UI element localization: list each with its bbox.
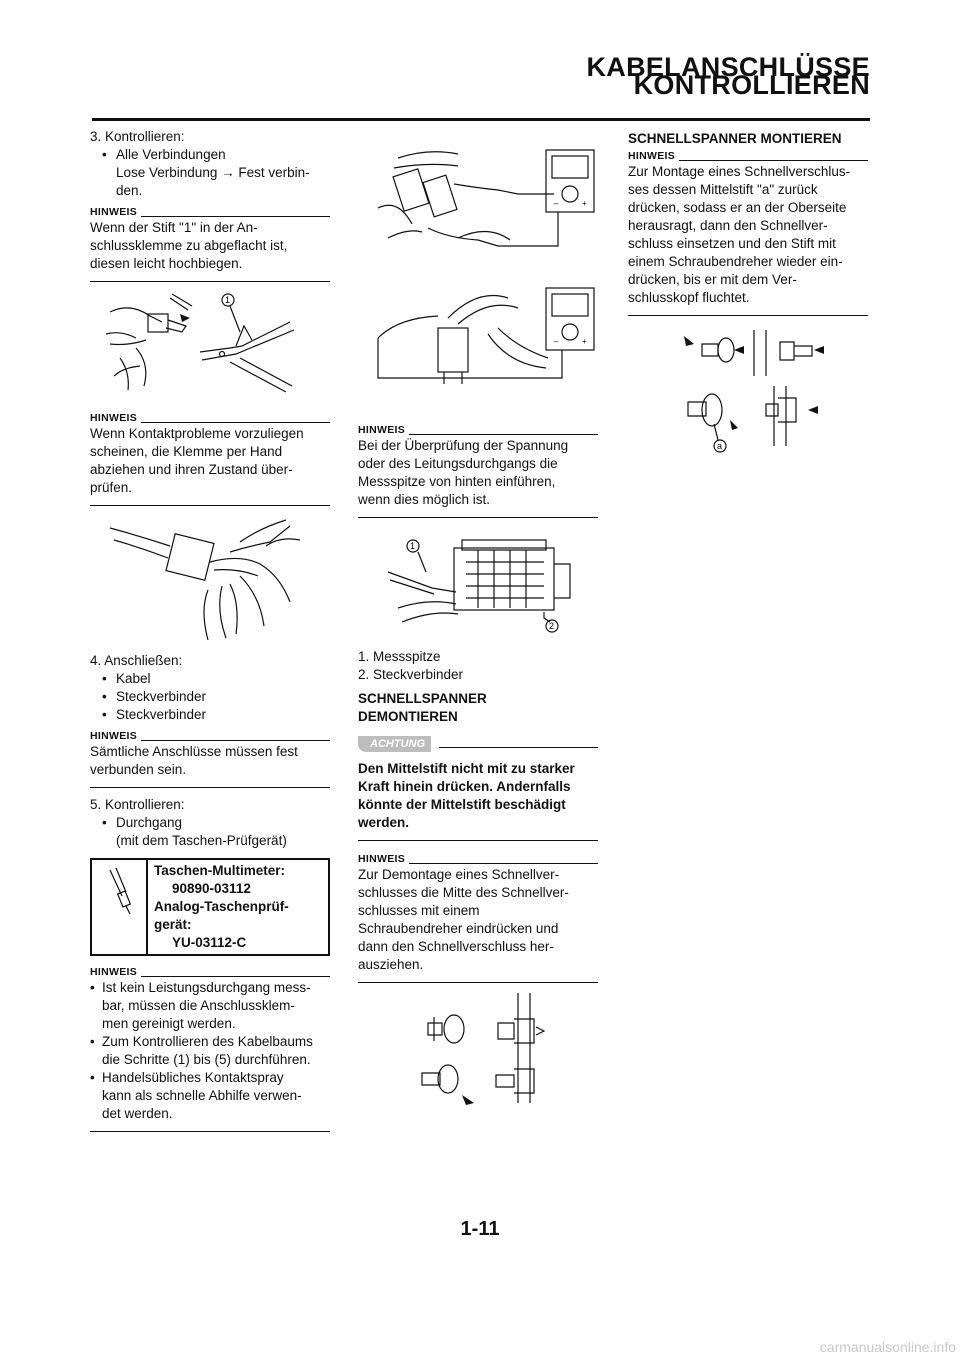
note-label: HINWEIS bbox=[628, 150, 676, 162]
note-text: Messspitze von hinten einführen, bbox=[358, 474, 556, 489]
section-heading-mount: SCHNELLSPANNER MONTIEREN bbox=[628, 131, 842, 146]
note-text: schlusses die Mitte des Schnellver- bbox=[358, 885, 569, 900]
note-label: HINWEIS bbox=[90, 412, 138, 424]
svg-text:–: – bbox=[554, 199, 559, 208]
multimeter-probe-icon bbox=[92, 860, 148, 954]
note-text: einem Schraubendreher wieder ein- bbox=[628, 254, 843, 269]
step-4-bullet: • Steckverbinder bbox=[90, 688, 330, 706]
tool-number: 90890-03112 bbox=[172, 881, 251, 896]
note-text: • Ist kein Leistungsdurchgang mess- bbox=[102, 980, 311, 995]
special-tool-box bbox=[90, 858, 330, 956]
caution-text: Den Mittelstift nicht mit zu starker bbox=[358, 761, 575, 776]
note-text: Wenn Kontaktprobleme vorzuliegen bbox=[90, 426, 304, 441]
note-text: • Zum Kontrollieren des Kabelbaums bbox=[102, 1034, 313, 1049]
note-text: Zur Demontage eines Schnellver- bbox=[358, 867, 560, 882]
step-4-bullet: • Steckverbinder bbox=[90, 706, 330, 724]
column-right bbox=[628, 128, 868, 456]
step-3-label: 3. Kontrollieren: bbox=[90, 129, 185, 144]
note-text: wenn dies möglich ist. bbox=[358, 492, 491, 507]
caution-text: könnte der Mittelstift beschädigt bbox=[358, 797, 566, 812]
note-label: HINWEIS bbox=[90, 206, 138, 218]
section-heading-demount bbox=[358, 690, 598, 726]
note-text: det werden. bbox=[102, 1106, 173, 1121]
note-text: schlusskopf fluchtet. bbox=[628, 290, 750, 305]
note-contact-problems bbox=[90, 412, 330, 506]
svg-text:+: + bbox=[582, 199, 587, 208]
step-5-detail: (mit dem Taschen-Prüfgerät) bbox=[116, 833, 287, 848]
note-text: kann als schnelle Abhilfe verwen- bbox=[102, 1088, 302, 1103]
note-text: schluss einsetzen und den Stift mit bbox=[628, 236, 836, 251]
note-text: scheinen, die Klemme per Hand bbox=[90, 444, 283, 459]
column-left bbox=[90, 128, 330, 1132]
note-text: oder des Leitungsdurchgangs die bbox=[358, 456, 558, 471]
column-middle bbox=[358, 128, 598, 1113]
note-text: Zur Montage eines Schnellverschlus- bbox=[628, 164, 851, 179]
callout-1: 1 bbox=[410, 541, 416, 551]
caution-block bbox=[358, 736, 598, 841]
note-demount bbox=[358, 853, 598, 983]
title-rule bbox=[92, 118, 870, 121]
page-title: KABELANSCHLÜSSE KONTROLLIEREN bbox=[586, 52, 870, 100]
caution-text: Kraft hinein drücken. Andernfalls bbox=[358, 779, 571, 794]
tool-name: gerät: bbox=[154, 917, 192, 932]
note-bullet bbox=[90, 979, 330, 1033]
note-pin-bend bbox=[90, 206, 330, 282]
svg-text:–: – bbox=[554, 337, 559, 346]
note-bullet bbox=[90, 1033, 330, 1069]
step-5-label: 5. Kontrollieren: bbox=[90, 797, 185, 812]
quick-fastener-removal-illustration bbox=[358, 983, 598, 1113]
step-3 bbox=[90, 128, 330, 200]
callout-1: 1 bbox=[225, 295, 231, 305]
note-label: HINWEIS bbox=[358, 424, 406, 436]
svg-text:+: + bbox=[582, 337, 587, 346]
note-text: schlussklemme zu abgeflacht ist, bbox=[90, 238, 288, 253]
probe-connector-illustration bbox=[358, 518, 598, 648]
section-heading-text: DEMONTIEREN bbox=[358, 709, 458, 724]
step-4-label: 4. Anschließen: bbox=[90, 653, 183, 668]
note-text: dann den Schnellverschluss her- bbox=[358, 939, 554, 954]
note-text: die Schritte (1) bis (5) durchführen. bbox=[102, 1052, 311, 1067]
note-text: abziehen und ihren Zustand über- bbox=[90, 462, 293, 477]
step-4 bbox=[90, 652, 330, 724]
note-text: ausziehen. bbox=[358, 957, 424, 972]
figure-legend bbox=[358, 648, 598, 684]
note-text: Sämtliche Anschlüsse müssen fest bbox=[90, 744, 298, 759]
note-connections bbox=[90, 730, 330, 788]
step-3-detail: Lose Verbindung → Fest verbin- bbox=[116, 165, 310, 180]
note-text: schlusses mit einem bbox=[358, 903, 480, 918]
note-label: HINWEIS bbox=[90, 966, 138, 978]
legend-item: 2. Steckverbinder bbox=[358, 667, 464, 682]
note-text: drücken, bis er mit dem Ver- bbox=[628, 272, 797, 287]
caution-text: werden. bbox=[358, 815, 410, 830]
step-3-bullet: • Alle Verbindungen bbox=[90, 146, 330, 164]
tool-name: Analog-Taschenprüf- bbox=[154, 899, 289, 914]
tool-number: YU-03112-C bbox=[172, 935, 247, 950]
legend-item: 1. Messspitze bbox=[358, 649, 441, 664]
note-bullet bbox=[90, 1069, 330, 1123]
quick-fastener-mount-illustration bbox=[628, 316, 868, 456]
note-text: diesen leicht hochbiegen. bbox=[90, 256, 243, 271]
tool-name: Taschen-Multimeter: bbox=[154, 863, 286, 878]
note-text: herausragt, dann den Schnellver- bbox=[628, 218, 828, 233]
multimeter-measurement-illustration bbox=[358, 128, 598, 418]
note-text: bar, müssen die Anschlussklem- bbox=[102, 998, 295, 1013]
note-text: prüfen. bbox=[90, 480, 133, 495]
note-text: drücken, sodass er an der Oberseite bbox=[628, 200, 847, 215]
note-label: HINWEIS bbox=[358, 853, 406, 865]
terminal-pin-illustration bbox=[90, 282, 330, 406]
callout-a: a bbox=[717, 441, 723, 451]
note-text: Schraubendreher eindrücken und bbox=[358, 921, 559, 936]
note-text: verbunden sein. bbox=[90, 762, 187, 777]
step-4-bullet: • Kabel bbox=[90, 670, 330, 688]
note-text: • Handelsübliches Kontaktspray bbox=[102, 1070, 284, 1085]
section-heading-text: SCHNELLSPANNER bbox=[358, 691, 487, 706]
note-continuity bbox=[90, 966, 330, 1132]
note-text: Wenn der Stift "1" in der An- bbox=[90, 220, 258, 235]
step-5 bbox=[90, 796, 330, 850]
caution-badge: ACHTUNG bbox=[358, 736, 431, 752]
note-mount bbox=[628, 150, 868, 316]
page-number: 1-11 bbox=[460, 1218, 500, 1240]
note-label: HINWEIS bbox=[90, 730, 138, 742]
note-text: Bei der Überprüfung der Spannung bbox=[358, 438, 569, 453]
note-text: men gereinigt werden. bbox=[102, 1016, 236, 1031]
step-3-detail-2: den. bbox=[116, 183, 143, 198]
step-5-bullet: • Durchgang bbox=[90, 814, 330, 832]
note-text: ses dessen Mittelstift "a" zurück bbox=[628, 182, 818, 197]
note-probe-insertion bbox=[358, 424, 598, 518]
watermark: carmanualsonline.info bbox=[819, 1339, 956, 1355]
callout-2: 2 bbox=[549, 621, 555, 631]
connector-hand-illustration bbox=[90, 506, 330, 648]
